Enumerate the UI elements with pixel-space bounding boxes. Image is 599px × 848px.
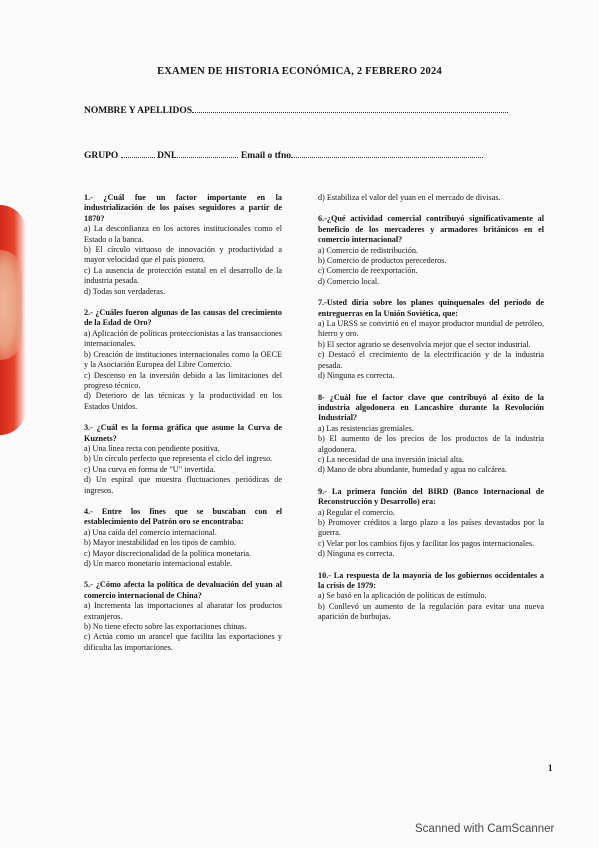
answer-option: b) El sector agrario se desenvolvía mejor que el sector industrial. — [318, 339, 531, 349]
answer-option: c) La ausencia de protección estatal en el desarrollo de la industria pesada. — [84, 265, 282, 286]
answer-option: b) Creación de instituciones internacionales como la OECE y la Asociación Europea del Libre Comercio. — [84, 349, 282, 370]
answer-option: d) Comercio local. — [318, 276, 380, 286]
answer-option: d) Un espiral que muestra fluctuaciones periódicas de ingresos. — [84, 475, 282, 495]
answer-option: a) Comercio de redistribución. — [318, 245, 419, 255]
answer-option: d) Ninguna es correcta. — [318, 371, 395, 381]
question-stem: 8- ¿Cuál fue el factor clave que contribuyó al éxito de la industria algodonera en Lancashire durante la Revolución Industrial? — [318, 392, 544, 423]
answer-option: b) No tiene efecto sobre las exportaciones chinas. — [84, 622, 247, 632]
answer-option: c) La necesidad de una inversión inicial alta. — [318, 454, 464, 464]
finger-tip — [0, 250, 22, 360]
answer-option: a) Se basó en la aplicación de políticas de estímulo. — [318, 591, 487, 601]
question-block — [84, 308, 282, 412]
question-block — [318, 487, 544, 560]
group-dotted-line — [121, 149, 155, 158]
answer-option: b) Promover créditos a largo plazo a los países devastados por la guerra. — [318, 517, 544, 538]
answer-option: a) Incrementa las importaciones al abaratar los productos extranjeros. — [84, 601, 282, 621]
question-block — [318, 193, 544, 203]
question-stem: 2.- ¿Cuáles fueron algunas de las causas del crecimiento de la Edad de Oro? — [84, 308, 282, 328]
question-stem: 9.- La primera función del BIRD (Banco Internacional de Reconstrucción y Desarrollo) era: — [318, 486, 544, 507]
answer-option: c) Una curva en forma de "U" invertida. — [84, 464, 216, 474]
answer-option: d) Un marco monetario internacional estable. — [84, 559, 233, 568]
answer-option: a) Aplicación de políticas proteccionistas a las transacciones internacionales. — [84, 328, 282, 349]
answer-option: b) Un círculo perfecto que representa el ciclo del ingreso. — [84, 454, 273, 464]
question-stem: 4.- Entre los fines que se buscaban con el establecimiento del Patrón oro se encontraba: — [84, 506, 282, 527]
answer-option: b) Conllevó un aumento de la regulación para evitar una nueva aparición de burbujas. — [318, 601, 544, 622]
name-dotted-line — [192, 104, 508, 113]
question-block — [318, 214, 544, 287]
left-column — [84, 193, 282, 664]
answer-option: b) Comercio de productos perecederos. — [318, 256, 447, 266]
answer-option: c) Mayor discrecionalidad de la política monetaria. — [84, 548, 252, 558]
answer-option: d) Ninguna es correcta. — [318, 549, 395, 559]
scanner-watermark: Scanned with CamScanner — [415, 823, 555, 835]
question-block — [84, 193, 282, 297]
name-row — [84, 104, 508, 116]
answer-option: b) El aumento de los precios de los productos de la industria algodonera. — [318, 434, 544, 454]
answer-option: a) Una caída del comercio internacional. — [84, 527, 217, 537]
answer-option: d) Deterioro de las técnicas y la productividad en los Estados Unidos. — [84, 391, 282, 411]
question-stem: 6.-¿Qué actividad comercial contribuyó significativamente al beneficio de los mercaderes y armadores británicos en el comercio internacional? — [318, 214, 544, 245]
answer-option: c) Velar por los cambios fijos y facilitar los pagos internacionales. — [318, 538, 535, 548]
answer-option: a) La desconfianza en los actores institucionales como el Estado o la banca. — [84, 224, 282, 244]
question-stem: 7.-Usted diría sobre los planes quinquenales del período de entreguerras en la Unión Soviética, que: — [318, 298, 544, 318]
answer-option: b) Mayor inestabilidad en los tipos de cambio. — [84, 538, 236, 548]
name-label: NOMBRE Y APELLIDOS — [84, 106, 193, 116]
answer-option: d) Todas son verdaderas. — [84, 286, 166, 296]
answer-option: a) Las resistencias gremiales. — [318, 423, 414, 433]
question-stem: 5.- ¿Cómo afecta la política de devaluación del yuan al comercio internacional de China? — [84, 580, 282, 600]
exam-title: EXAMEN DE HISTORIA ECONÓMICA, 2 FEBRERO 2024 — [157, 66, 442, 77]
question-stem: 10.- La respuesta de la mayoría de los gobiernos occidentales a la crisis de 1979: — [318, 570, 544, 590]
contact-label: Email o tfno — [240, 151, 291, 161]
dni-dotted-line — [174, 149, 238, 158]
answer-option: c) Comercio de reexportación. — [318, 266, 418, 276]
answer-option: c) Actúa como un arancel que facilita las exportaciones y dificulta las importaciones. — [84, 632, 282, 652]
answer-option: d) Estabiliza el valor del yuan en el mercado de divisas. — [318, 193, 501, 202]
answer-option: b) El círculo virtuoso de innovación y productividad a mayor velocidad que el país pionero. — [84, 245, 282, 265]
question-stem: 1.- ¿Cuál fue un factor importante en la industrialización de los países seguidores a partir de 1870? — [84, 193, 282, 223]
question-block — [318, 571, 544, 623]
question-block — [318, 298, 544, 381]
answer-option: a) Una línea recta con pendiente positiva. — [84, 443, 220, 453]
question-block — [84, 507, 282, 569]
dni-label: DNI — [157, 151, 175, 161]
answer-option: d) Mano de obra abundante, humedad y agua no calcárea. — [318, 465, 507, 475]
question-block — [84, 580, 282, 653]
question-block — [84, 423, 282, 496]
question-block — [318, 393, 544, 476]
right-column — [318, 193, 544, 634]
page-number: 1 — [548, 763, 553, 773]
id-row — [84, 149, 483, 161]
answer-option: c) Destacó el crecimiento de la electrificación y de la industria pesada. — [318, 350, 544, 370]
question-stem: 3.- ¿Cuál es la forma gráfica que asume la Curva de Kuznets? — [84, 423, 282, 443]
contact-dotted-line — [291, 149, 483, 158]
group-label: GRUPO — [84, 151, 119, 161]
answer-option: a) La URSS se convirtió en el mayor productor mundial de petróleo, hierro y oro. — [318, 319, 544, 339]
answer-option: c) Descenso en la inversión debido a las limitaciones del progreso técnico. — [84, 370, 282, 390]
answer-option: a) Regular el comercio. — [318, 507, 395, 517]
